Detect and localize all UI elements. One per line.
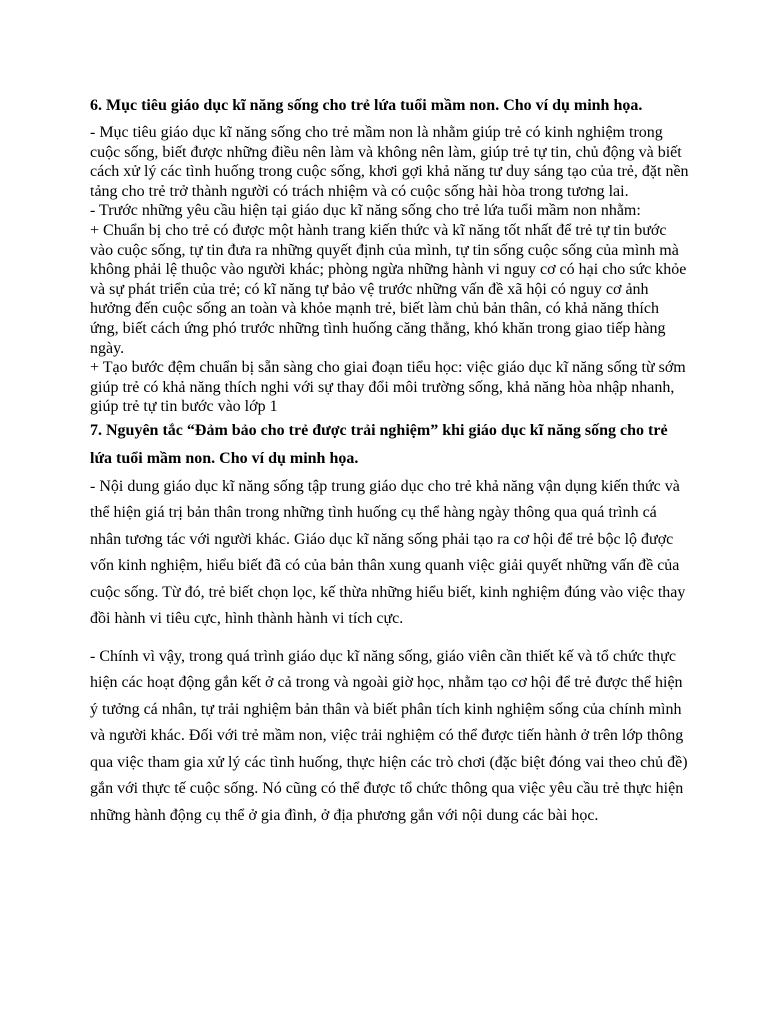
document-page [90, 92, 690, 829]
section-7-paragraph: - Nội dung giáo dục kĩ năng sống tập trung giáo dục cho trẻ khả năng vận dụng kiến thức và thể hiện giá trị bản thân trong những tình huống cụ thể hàng ngày thông qua quá trình cá nhân tương tác với người khác. Giáo dục kĩ năng sống phải tạo ra cơ hội để trẻ bộc lộ được vốn kinh nghiệm, hiểu biết đã có của bản thân xung quanh việc giải quyết những vấn đề của cuộc sống. Từ đó, trẻ biết chọn lọc, kế thừa những hiểu biết, kinh nghiệm đúng vào việc thay đồi hành vi tiêu cực, hình thành hành vi tích cực. [90, 477, 686, 628]
section-7-body [90, 474, 690, 830]
section-6-paragraph: + Tạo bước đệm chuẩn bị sẵn sàng cho giai đoạn tiểu học: việc giáo dục kĩ năng sống từ sớm giúp trẻ có khả năng thích nghi với sự thay đổi môi trường sống, khả năng hòa nhập nhanh, giúp trẻ tự tin bước vào lớp 1 [90, 359, 686, 416]
section-6-paragraph: - Trước những yêu cầu hiện tại giáo dục kĩ năng sống cho trẻ lứa tuổi mầm non nhằm: [90, 202, 641, 220]
section-7-heading: 7. Nguyên tắc “Đảm bảo cho trẻ được trải nghiệm” khi giáo dục kĩ năng sống cho trẻ lứa tuổi mầm non. Cho ví dụ minh họa. [90, 421, 668, 468]
section-7-paragraph: - Chính vì vậy, trong quá trình giáo dục kĩ năng sống, giáo viên cần thiết kế và tổ chức thực hiện các hoạt động gắn kết ở cả trong và ngoài giờ học, nhằm tạo cơ hội để trẻ được thể hiện ý tưởng cá nhân, tự trải nghiệm bản thân và biết phân tích kinh nghiệm sống của chính mình và người khác. Đối với trẻ mầm non, việc trải nghiệm có thể được tiến hành ở trên lớp thông qua việc tham gia xử lý các tình huống, thực hiện các trò chơi (đặc biệt đóng vai theo chủ đề) gắn với thực tế cuộc sống. Nó cũng có thể được tổ chức thông qua việc yêu cầu trẻ thực hiện những hành động cụ thể ở gia đình, ở địa phương gắn với nội dung các bài học. [90, 647, 688, 824]
section-6-title: Mục tiêu giáo dục kĩ năng sống cho trẻ lứa tuổi mầm non. Cho ví dụ minh họa. [102, 97, 643, 114]
section-6-body [90, 123, 690, 417]
section-6-number: 6. [90, 97, 102, 114]
section-6-paragraph: - Mục tiêu giáo dục kĩ năng sống cho trẻ mầm non là nhằm giúp trẻ có kinh nghiệm trong cuộc sống, biết được những điều nên làm và không nên làm, giúp trẻ tự tin, chủ động và biết cách xử lý các tình huống trong cuộc sống, khơi gợi khả năng tư duy sáng tạo của trẻ, đặt nền tảng cho trẻ trở thành người có trách nhiệm và có cuộc sống hài hòa trong tương lai. [90, 124, 689, 200]
paragraph-gap [90, 633, 690, 644]
section-6-heading [90, 92, 690, 120]
section-6-paragraph: + Chuẩn bị cho trẻ có được một hành trang kiến thức và kĩ năng tốt nhất để trẻ tự tin bước vào cuộc sống, tự tin đưa ra những quyết định của mình, tự tin sống cuộc sống của mình mà không phải lệ thuộc vào người khác; phòng ngừa những hành vi nguy cơ có hại cho sức khỏe và sự phát triển của trẻ; có kĩ năng tự bảo vệ trước những vấn đề xã hội có nguy cơ ảnh hưởng đến cuộc sống an toàn và khỏe mạnh trẻ, biết làm chủ bản thân, có khả năng thích ứng, biết cách ứng phó trước những tình huống căng thẳng, khó khăn trong giao tiếp hàng ngày. [90, 221, 687, 357]
